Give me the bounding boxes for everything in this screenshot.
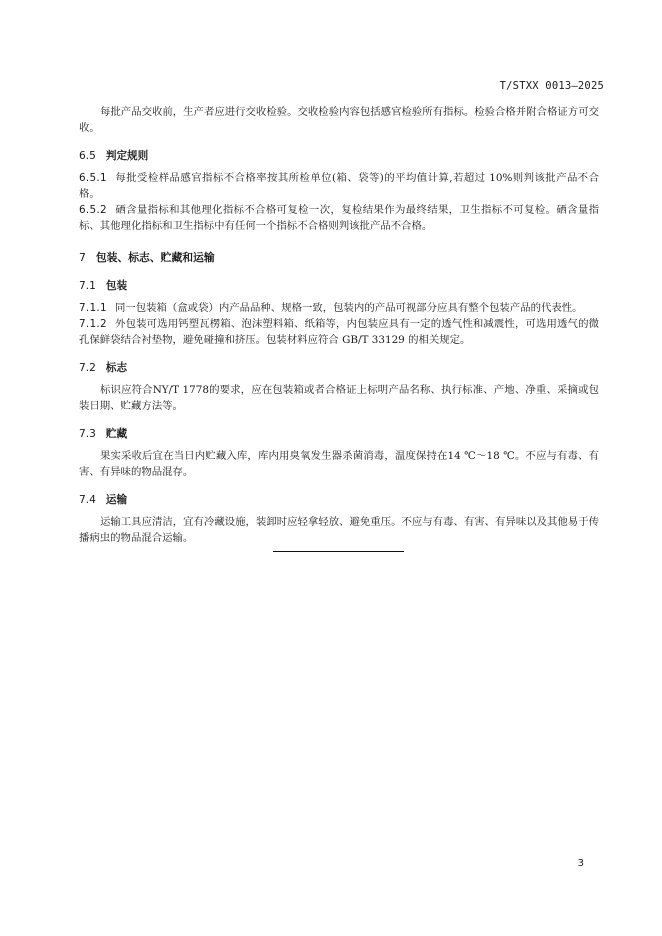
section-7-3-paragraph: 果实采收后宜在当日内贮藏入库，库内用臭氧发生器杀菌消毒，温度保持在14 ℃～18 ℃。不应与有毒、有害、有异味的物品混存。 bbox=[79, 450, 599, 478]
clause-6-5-1 bbox=[79, 170, 599, 202]
section-number: 6.5 bbox=[79, 150, 96, 162]
section-number: 7.3 bbox=[79, 428, 96, 440]
section-number: 7.1 bbox=[79, 280, 96, 292]
section-title: 包装 bbox=[105, 280, 128, 292]
clause-number: 6.5.1 bbox=[79, 172, 107, 184]
section-number: 7.2 bbox=[79, 362, 96, 374]
intro-paragraph: 每批产品交收前，生产者应进行交收检验。交收检验内容包括感官检验所有指标。检验合格并附合格证方可交收。 bbox=[79, 106, 599, 134]
section-6-5-heading bbox=[79, 148, 599, 164]
chapter-7-heading bbox=[79, 250, 599, 266]
document-body bbox=[79, 104, 599, 546]
section-number: 7.4 bbox=[79, 494, 96, 506]
section-7-4-paragraph: 运输工具应清洁，宜有冷藏设施，装卸时应轻拿轻放、避免重压。不应与有毒、有害、有异味以及其他易于传播病虫的物品混合运输。 bbox=[79, 516, 599, 544]
section-title: 运输 bbox=[105, 494, 128, 506]
section-title: 贮藏 bbox=[105, 428, 128, 440]
clause-text: 外包装可选用钙塑瓦楞箱、泡沫塑料箱、纸箱等，内包装应具有一定的透气性和减震性，可选用透气的微孔保鲜袋结合衬垫物，避免碰撞和挤压。包装材料应符合 GB/T 33129 的相关规定。 bbox=[79, 318, 599, 346]
clause-number: 7.1.1 bbox=[79, 302, 107, 314]
section-title: 判定规则 bbox=[105, 150, 149, 162]
clause-text: 每批受检样品感官指标不合格率按其所检单位(箱、袋等)的平均值计算,若超过 10%则判该批产品不合格。 bbox=[79, 172, 599, 200]
clause-number: 6.5.2 bbox=[79, 204, 107, 216]
clause-6-5-2 bbox=[79, 202, 599, 234]
clause-text: 硒含量指标和其他理化指标不合格可复检一次，复检结果作为最终结果，卫生指标不可复检。硒含量指标、其他理化指标和卫生指标中有任何一个指标不合格则判该批产品不合格。 bbox=[79, 204, 599, 232]
section-7-2-paragraph: 标识应符合NY/T 1778的要求，应在包装箱或者合格证上标明产品名称、执行标准、产地、净重、采摘或包装日期、贮藏方法等。 bbox=[79, 384, 599, 412]
chapter-number: 7 bbox=[79, 251, 86, 264]
clause-7-1-2 bbox=[79, 316, 599, 348]
section-title: 标志 bbox=[105, 362, 128, 374]
clause-number: 7.1.2 bbox=[79, 318, 107, 330]
section-7-2-heading bbox=[79, 360, 599, 376]
chapter-title: 包装、标志、贮藏和运输 bbox=[95, 251, 215, 264]
section-7-4-heading bbox=[79, 492, 599, 508]
end-of-text-rule bbox=[273, 551, 404, 552]
section-7-1-heading bbox=[79, 278, 599, 294]
clause-text: 同一包装箱（盒或袋）内产品品种、规格一致，包装内的产品可视部分应具有整个包装产品的代表性。 bbox=[114, 302, 583, 314]
section-7-3-heading bbox=[79, 426, 599, 442]
clause-7-1-1 bbox=[79, 300, 599, 316]
page-number: 3 bbox=[577, 858, 584, 869]
document-id-header: T/STXX 0013—2025 bbox=[499, 80, 604, 92]
